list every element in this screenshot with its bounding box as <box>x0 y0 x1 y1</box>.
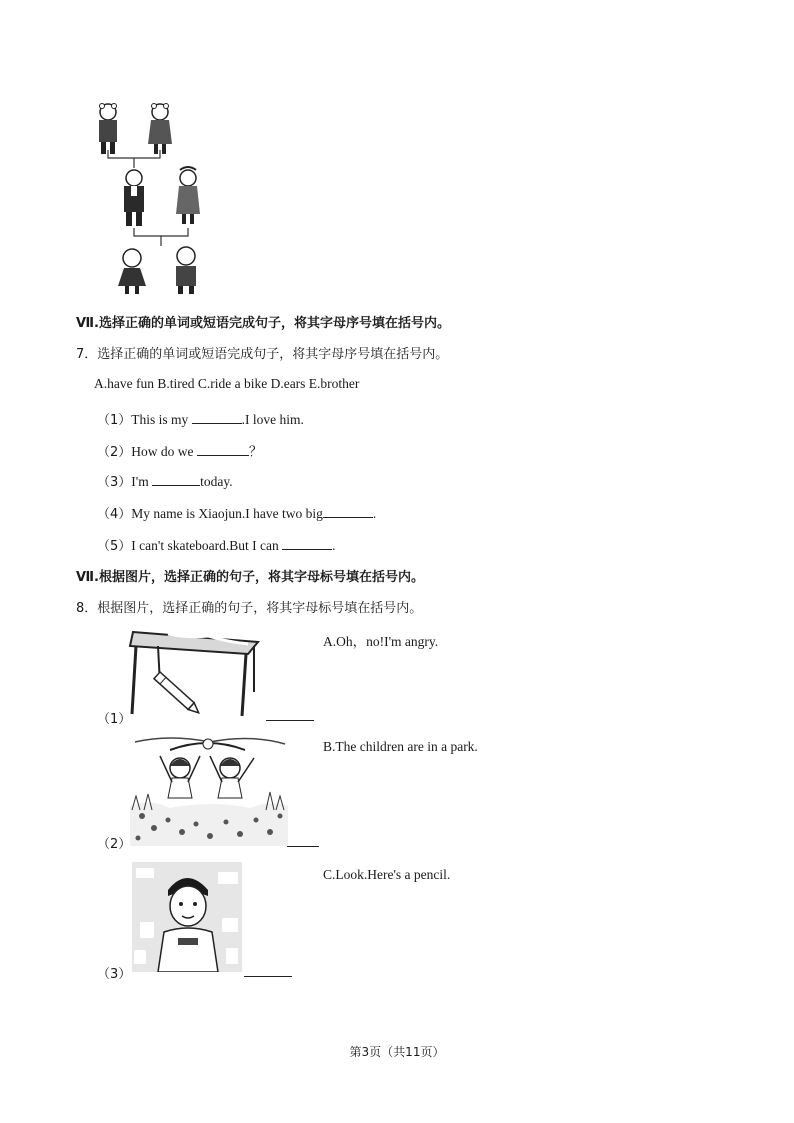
question-7-item-1 <box>97 409 304 428</box>
answer-blank[interactable] <box>282 537 332 550</box>
father-pig-figure <box>124 170 144 226</box>
item-number: （5） <box>97 539 132 554</box>
question-7-options: A.have fun B.tired C.ride a bike D.ears E.brother <box>94 376 360 391</box>
question-7-item-5 <box>97 535 336 554</box>
sentence-option-a: A.Oh，no!I'm angry. <box>323 634 439 649</box>
section-heading-8: Ⅶ.根据图片，选择正确的句子，将其字母标号填在括号内。 <box>76 570 424 585</box>
answer-blank-8-1[interactable] <box>266 708 314 721</box>
item-number: （2） <box>97 445 132 460</box>
sentence-option-c: C.Look.Here's a pencil. <box>323 867 451 882</box>
item-number: （3） <box>97 475 132 490</box>
answer-blank[interactable] <box>152 473 200 486</box>
page-footer: 第3页（共11页） <box>349 1045 445 1059</box>
question-8-item-1-number: （1） <box>97 712 132 727</box>
question-7-item-3 <box>97 471 233 490</box>
table-and-pencil-picture <box>128 624 263 719</box>
question-8-item-2-number: （2） <box>97 837 132 852</box>
section-heading-7: Ⅶ.选择正确的单词或短语完成句子，将其字母序号填在括号内。 <box>76 316 450 331</box>
item-text-before: This is my <box>131 412 192 427</box>
question-7-prompt: 7．选择正确的单词或短语完成句子，将其字母序号填在括号内。 <box>76 347 449 362</box>
question-8-item-3-number: （3） <box>97 967 132 982</box>
answer-blank-8-2[interactable] <box>287 834 319 847</box>
boy-portrait-picture <box>132 862 242 972</box>
mother-pig-figure <box>176 167 200 224</box>
family-tree-illustration <box>88 98 223 298</box>
grandpa-pig-figure <box>99 104 117 155</box>
answer-blank[interactable] <box>192 411 242 424</box>
boy-pig-figure <box>176 247 196 294</box>
answer-blank[interactable] <box>323 505 373 518</box>
item-text-after: . <box>332 538 336 553</box>
item-text-after: ？ <box>248 444 263 459</box>
children-in-park-picture <box>130 736 288 846</box>
question-8-prompt: 8．根据图片，选择正确的句子，将其字母标号填在括号内。 <box>76 601 423 616</box>
item-text-after: .I love him. <box>241 412 304 427</box>
grandma-pig-figure <box>148 104 172 155</box>
item-number: （1） <box>97 413 132 428</box>
question-7-item-2 <box>97 440 262 460</box>
answer-blank[interactable] <box>197 443 249 456</box>
item-text-before: I'm <box>131 474 153 489</box>
item-text-after: today. <box>200 474 233 489</box>
item-number: （4） <box>97 507 132 522</box>
item-text-before: My name is Xiaojun.I have two big <box>131 506 323 521</box>
item-text-after: . <box>372 506 377 521</box>
answer-blank-8-3[interactable] <box>244 964 292 977</box>
girl-pig-figure <box>118 249 146 294</box>
sentence-option-b: B.The children are in a park. <box>323 739 478 754</box>
item-text-before: How do we <box>131 444 197 459</box>
item-text-before: I can't skateboard.But I can <box>131 538 283 553</box>
question-7-item-4 <box>97 503 376 522</box>
